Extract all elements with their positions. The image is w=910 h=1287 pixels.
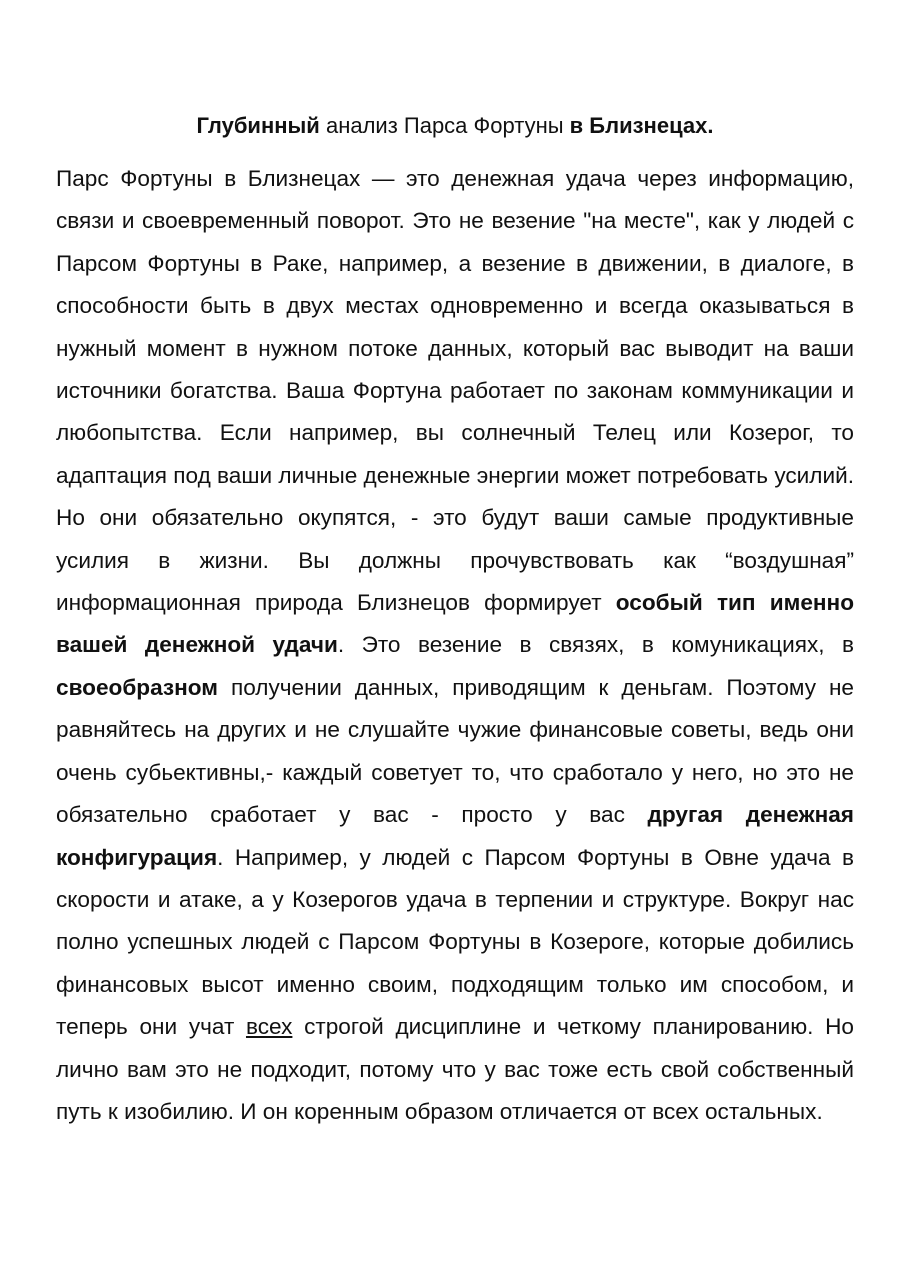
paragraph-text-segment: . Это везение в связях, в комуникациях, в	[337, 632, 854, 658]
document-title	[0, 111, 910, 141]
body-paragraph	[56, 158, 854, 1133]
paragraph-text-segment: строгой дисциплине и четкому планированию. Но лично вам это не подходит, потому что у вас тоже есть свой собственный путь к изобилию. И он коренным образом отличается от всех остальных.	[56, 1014, 854, 1124]
bold-phrase-luck-type: особый тип именно вашей денежной удачи	[56, 590, 855, 658]
title-bold-word: Глубинный	[196, 113, 320, 138]
title-middle-text: анализ Парса Фортуны	[319, 113, 570, 138]
bold-word-peculiar: своеобразном	[56, 674, 219, 700]
title-bold-ending: в Близнецах.	[569, 113, 714, 138]
paragraph-text-segment: получении данных, приводящим к деньгам. Поэтому не равняйтесь на других и не слушайте чужие финансовые советы, ведь они очень субьективны,- каждый советует то, что сработало у него, но это не обязательно сработает у вас - просто у вас	[56, 674, 854, 828]
paragraph-text-segment: Парс Фортуны в Близнецах — это денежная удача через информацию, связи и своевременный поворот. Это не везение "на месте", как у людей с Парсом Фортуны в Раке, например, а везение в движении, в диалоге, в способности быть в двух местах одновременно и всегда оказываться в нужный момент в нужном потоке данных, который вас выводит на ваши источники богатства. Ваша Фортуна работает по законам коммуникации и любопытства. Если например, вы солнечный Телец или Козерог, то адаптация под ваши личные денежные энергии может потребовать усилий. Но они обязательно окупятся, - это будут ваши самые продуктивные усилия в жизни. Вы должны прочувствовать как “воздушная” информационная природа Близнецов формирует	[56, 166, 854, 616]
paragraph-text-segment: . Например, у людей с Парсом Фортуны в Овне удача в скорости и атаке, а у Козерогов удача в терпении и структуре. Вокруг нас полно успешных людей с Парсом Фортуны в Козероге, которые добились финансовых высот именно своим, подходящим только им способом, и теперь они учат	[56, 844, 854, 1040]
bold-phrase-money-configuration: другая денежная конфигурация	[56, 802, 854, 870]
underlined-word-all: всех	[245, 1014, 293, 1040]
